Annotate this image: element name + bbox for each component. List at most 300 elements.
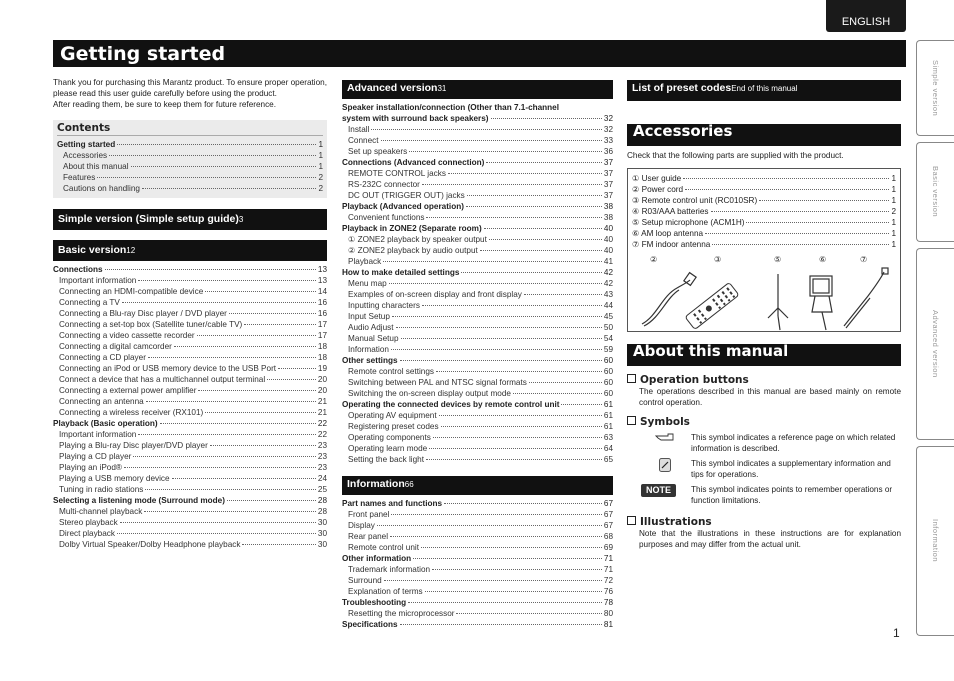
toc-entry-label: Connecting an iPod or USB memory device to the USB Port	[59, 364, 277, 373]
toc-entry-page: 61	[603, 422, 613, 431]
toc-entry-label: Connections (Advanced connection)	[342, 158, 485, 167]
toc-entry[interactable]	[342, 553, 613, 564]
toc-entry-label: Cautions on handling	[63, 184, 140, 193]
toc-entry-page: 40	[603, 235, 613, 244]
toc-entry-label: Speaker installation/connection (Other than 7.1-channel	[342, 103, 560, 112]
toc-entry-label: DC OUT (TRIGGER OUT) jacks	[348, 191, 465, 200]
toc-entry-label: Playback	[348, 257, 382, 266]
accessories-drawing	[632, 266, 896, 334]
toc-entry-label: Information	[348, 345, 389, 354]
toc-entry[interactable]	[53, 308, 327, 319]
toc-entry-label: Connecting a set-top box (Satellite tuner/cable TV)	[59, 320, 243, 329]
toc-entry-label: Explanation of terms	[348, 587, 423, 596]
toc-entry[interactable]	[342, 124, 613, 135]
side-tab-label: Advanced version	[931, 310, 940, 378]
toc-entry-page: 1	[318, 140, 323, 149]
toc-entry[interactable]	[53, 319, 327, 330]
accessory-name: ③ Remote control unit (RC010SR)	[632, 196, 758, 205]
toc-entry-label: Switching between PAL and NTSC signal formats	[348, 378, 527, 387]
toc-entry[interactable]	[342, 388, 613, 399]
toc-entry[interactable]	[53, 264, 327, 275]
toc-entry-page: 38	[603, 213, 613, 222]
basic-toc-list	[53, 264, 327, 550]
toc-entry-label: Playing a USB memory device	[59, 474, 170, 483]
toc-entry[interactable]	[53, 528, 327, 539]
side-tab-advanced[interactable]	[916, 248, 954, 440]
toc-entry-label: Playback in ZONE2 (Separate room)	[342, 224, 482, 233]
side-tab-label: Basic version	[931, 166, 940, 218]
toc-entry[interactable]	[342, 234, 613, 245]
toc-entry[interactable]	[342, 278, 613, 289]
toc-entry[interactable]	[342, 564, 613, 575]
toc-entry[interactable]	[53, 473, 327, 484]
toc-entry[interactable]	[53, 352, 327, 363]
page-title: Getting started	[53, 40, 906, 67]
toc-entry-label: Operating learn mode	[348, 444, 428, 453]
operation-buttons-heading: Operation buttons	[627, 374, 901, 386]
toc-entry-label: Playback (Basic operation)	[53, 419, 158, 428]
toc-entry-page: 60	[603, 356, 613, 365]
toc-entry[interactable]	[53, 374, 327, 385]
toc-entry[interactable]	[342, 421, 613, 432]
toc-entry-page: 36	[603, 147, 613, 156]
side-tab-label: Simple version	[931, 59, 940, 117]
toc-entry-page: 2	[318, 173, 323, 182]
toc-entry[interactable]	[53, 418, 327, 429]
toc-entry[interactable]	[342, 146, 613, 157]
toc-entry-label: Convenient functions	[348, 213, 425, 222]
intro-paragraph: After reading them, be sure to keep them for future reference.	[53, 100, 277, 109]
toc-entry-label: Manual Setup	[348, 334, 399, 343]
toc-entry-page: 22	[317, 430, 327, 439]
toc-entry-page: 71	[603, 565, 613, 574]
toc-entry-label: Menu map	[348, 279, 387, 288]
toc-entry[interactable]	[342, 410, 613, 421]
toc-entry-label: Connecting a video cassette recorder	[59, 331, 195, 340]
toc-entry-page: 81	[603, 620, 613, 629]
accessory-quantity: 2	[891, 207, 896, 216]
toc-entry-page: 24	[317, 474, 327, 483]
accessory-item	[632, 184, 896, 195]
toc-entry[interactable]	[53, 330, 327, 341]
toc-entry-page: 78	[603, 598, 613, 607]
toc-entry-page: 17	[317, 331, 327, 340]
toc-entry[interactable]	[342, 509, 613, 520]
toc-entry-page: 42	[603, 279, 613, 288]
preset-codes-bar[interactable]	[627, 80, 901, 101]
toc-entry[interactable]	[342, 168, 613, 179]
toc-entry[interactable]	[57, 172, 323, 183]
toc-entry-page: 37	[603, 191, 613, 200]
section-label: Advanced version	[347, 82, 438, 94]
toc-entry[interactable]	[342, 267, 613, 278]
toc-entry[interactable]	[342, 399, 613, 410]
toc-entry-label: Set up speakers	[348, 147, 408, 156]
contents-box	[53, 120, 327, 198]
toc-entry-label: Connecting a wireless receiver (RX101)	[59, 408, 204, 417]
toc-entry[interactable]	[342, 575, 613, 586]
toc-entry[interactable]	[342, 454, 613, 465]
symbol-row	[627, 432, 901, 454]
toc-entry[interactable]	[342, 245, 613, 256]
toc-entry-label: Display	[348, 521, 375, 530]
side-tab-basic[interactable]	[916, 142, 954, 242]
toc-entry-page: 60	[603, 378, 613, 387]
toc-entry-page: 30	[317, 529, 327, 538]
accessories-box	[627, 168, 901, 332]
illustrations-text: Note that the illustrations in these instructions are for explanation purposes and may differ from the actual unit.	[639, 529, 901, 549]
advanced-version-bar[interactable]	[342, 80, 613, 99]
toc-entry-label: Inputting characters	[348, 301, 420, 310]
toc-entry-page: 61	[603, 411, 613, 420]
toc-entry[interactable]	[53, 429, 327, 440]
toc-entry[interactable]	[342, 256, 613, 267]
toc-entry-page: 61	[603, 400, 613, 409]
toc-entry-page: 43	[603, 290, 613, 299]
illustration-label: ⑥	[819, 255, 827, 264]
toc-entry[interactable]	[53, 484, 327, 495]
toc-entry[interactable]	[342, 366, 613, 377]
toc-entry-page: 2	[318, 184, 323, 193]
toc-entry-page: 19	[317, 364, 327, 373]
section-label: List of preset codes	[632, 82, 732, 94]
page-number: 1	[893, 626, 900, 640]
toc-entry[interactable]	[57, 183, 323, 194]
toc-entry[interactable]	[342, 201, 613, 212]
accessory-name: ⑤ Setup microphone (ACM1H)	[632, 218, 745, 227]
toc-entry-label: Playing a CD player	[59, 452, 132, 461]
accessory-quantity: 1	[891, 174, 896, 183]
toc-entry-page: 45	[603, 312, 613, 321]
toc-entry-page: 64	[603, 444, 613, 453]
toc-entry[interactable]	[342, 520, 613, 531]
toc-entry-label: Setting the back light	[348, 455, 425, 464]
toc-entry-page: 1	[318, 151, 323, 160]
toc-entry-label: Selecting a listening mode (Surround mode)	[53, 496, 225, 505]
toc-entry-page: 76	[603, 587, 613, 596]
accessory-item	[632, 239, 896, 250]
toc-entry-label: Registering preset codes	[348, 422, 439, 431]
toc-entry-label: How to make detailed settings	[342, 268, 460, 277]
side-tab-information[interactable]	[916, 446, 954, 636]
toc-entry[interactable]	[342, 157, 613, 168]
toc-entry-label: Input Setup	[348, 312, 390, 321]
toc-entry-label: Connecting an HDMI-compatible device	[59, 287, 204, 296]
toc-entry-label: ② ZONE2 playback by audio output	[348, 246, 478, 255]
toc-entry-page: 28	[317, 496, 327, 505]
toc-entry-label: Install	[348, 125, 370, 134]
toc-entry[interactable]	[342, 289, 613, 300]
side-tab-label: Information	[931, 519, 940, 563]
information-bar[interactable]	[342, 476, 613, 495]
toc-entry-page: 67	[603, 499, 613, 508]
toc-entry-label: Remote control settings	[348, 367, 435, 376]
information-toc-list	[342, 498, 613, 630]
symbol-row	[627, 484, 901, 506]
section-page: 66	[404, 480, 414, 489]
basic-version-bar[interactable]	[53, 240, 327, 261]
toc-entry-page: 32	[603, 125, 613, 134]
symbol-description: This symbol indicates a supplementary information and tips for operations.	[691, 459, 891, 479]
toc-entry-page: 37	[603, 180, 613, 189]
toc-entry-label: Playback (Advanced operation)	[342, 202, 464, 211]
accessory-item	[632, 206, 896, 217]
accessory-quantity: 1	[891, 229, 896, 238]
toc-entry-page: 23	[317, 452, 327, 461]
toc-entry-label: Operating AV equipment	[348, 411, 437, 420]
toc-entry-label: Operating the connected devices by remote control unit	[342, 400, 560, 409]
accessory-name: ① User guide	[632, 174, 682, 183]
toc-entry[interactable]	[342, 322, 613, 333]
toc-entry-page: 21	[317, 397, 327, 406]
toc-entry-page: 13	[317, 276, 327, 285]
pencil-icon	[639, 458, 691, 472]
toc-entry-label: Dolby Virtual Speaker/Dolby Headphone playback	[59, 540, 241, 549]
toc-entry-page: 22	[317, 419, 327, 428]
toc-entry-label: Playing a Blu-ray Disc player/DVD player	[59, 441, 208, 450]
toc-entry-page: 42	[603, 268, 613, 277]
section-label: Basic version	[58, 244, 127, 256]
toc-entry-page: 60	[603, 367, 613, 376]
language-tab[interactable]: ENGLISH	[826, 0, 906, 32]
accessory-name: ② Power cord	[632, 185, 684, 194]
toc-entry-page: 18	[317, 353, 327, 362]
section-page: End of this manual	[731, 84, 798, 93]
toc-entry[interactable]	[342, 597, 613, 608]
toc-entry-label: Connections	[53, 265, 103, 274]
toc-entry-page: 38	[603, 202, 613, 211]
fm-antenna-icon	[844, 268, 888, 328]
illustration-label: ⑦	[860, 255, 868, 264]
illustration-label: ⑤	[774, 255, 782, 264]
toc-entry[interactable]	[53, 385, 327, 396]
toc-entry[interactable]	[53, 462, 327, 473]
toc-entry[interactable]	[57, 150, 323, 161]
accessory-item	[632, 195, 896, 206]
accessory-name: ④ R03/AAA batteries	[632, 207, 709, 216]
toc-entry[interactable]	[53, 495, 327, 506]
toc-entry-label: Switching the on-screen display output mode	[348, 389, 511, 398]
toc-entry-page: 30	[317, 540, 327, 549]
toc-entry[interactable]	[53, 440, 327, 451]
toc-entry[interactable]	[53, 396, 327, 407]
accessory-item	[632, 173, 896, 184]
toc-entry[interactable]	[53, 506, 327, 517]
toc-entry-label: Connecting an antenna	[59, 397, 144, 406]
toc-entry-page: 23	[317, 463, 327, 472]
toc-entry-label: Other information	[342, 554, 412, 563]
toc-entry-label: Stereo playback	[59, 518, 118, 527]
toc-entry-label: Important information	[59, 276, 137, 285]
toc-entry[interactable]	[342, 300, 613, 311]
toc-entry-page: 40	[603, 246, 613, 255]
toc-entry[interactable]	[57, 139, 323, 150]
toc-entry-label: Important information	[59, 430, 137, 439]
toc-entry[interactable]	[342, 619, 613, 630]
toc-entry-label: Front panel	[348, 510, 390, 519]
toc-entry-label: Other settings	[342, 356, 398, 365]
accessory-item	[632, 217, 896, 228]
section-page: 31	[437, 84, 447, 93]
toc-entry-label: Tuning in radio stations	[59, 485, 144, 494]
toc-entry[interactable]	[342, 586, 613, 597]
toc-entry[interactable]	[342, 377, 613, 388]
toc-entry[interactable]	[342, 223, 613, 234]
toc-entry[interactable]	[342, 498, 613, 509]
accessory-item	[632, 228, 896, 239]
toc-entry[interactable]	[342, 311, 613, 322]
about-manual-heading: About this manual	[627, 344, 901, 366]
toc-entry-label: RS-232C connector	[348, 180, 420, 189]
toc-entry-page: 28	[317, 507, 327, 516]
am-loop-antenna-icon	[810, 276, 832, 330]
toc-entry-label: Specifications	[342, 620, 398, 629]
toc-entry-label: Connect	[348, 136, 379, 145]
illustration-label: ③	[714, 255, 722, 264]
illustration-label: ②	[650, 255, 658, 264]
toc-entry[interactable]	[53, 363, 327, 374]
toc-entry-page: 33	[603, 136, 613, 145]
toc-entry-label: Connecting a external power amplifier	[59, 386, 197, 395]
toc-entry[interactable]	[53, 275, 327, 286]
toc-entry[interactable]	[53, 286, 327, 297]
toc-entry[interactable]	[57, 161, 323, 172]
toc-entry-page: 69	[603, 543, 613, 552]
toc-entry-label: Troubleshooting	[342, 598, 407, 607]
toc-entry-page: 23	[317, 441, 327, 450]
toc-entry-label: Part names and functions	[342, 499, 443, 508]
toc-entry[interactable]	[342, 190, 613, 201]
toc-entry-page: 67	[603, 510, 613, 519]
toc-entry-page: 50	[603, 323, 613, 332]
toc-entry-label: Features	[63, 173, 96, 182]
toc-entry-label: Playing an iPod®	[59, 463, 122, 472]
toc-entry[interactable]	[342, 432, 613, 443]
section-page: 12	[126, 246, 136, 255]
toc-entry[interactable]	[342, 333, 613, 344]
accessory-quantity: 1	[891, 185, 896, 194]
toc-entry-page: 60	[603, 389, 613, 398]
toc-entry-label: system with surround back speakers)	[342, 114, 489, 123]
simple-version-bar[interactable]	[53, 209, 327, 230]
toc-entry-page: 21	[317, 408, 327, 417]
toc-entry-page: 54	[603, 334, 613, 343]
section-page: 3	[238, 215, 244, 224]
toc-entry-page: 20	[317, 386, 327, 395]
accessories-heading: Accessories	[627, 124, 901, 146]
toc-entry-page: 37	[603, 158, 613, 167]
toc-entry-label: About this manual	[63, 162, 129, 171]
toc-entry-page: 80	[603, 609, 613, 618]
toc-entry-page: 20	[317, 375, 327, 384]
advanced-toc-list	[342, 102, 613, 465]
toc-entry-label: REMOTE CONTROL jacks	[348, 169, 446, 178]
toc-entry-label: Examples of on-screen display and front display	[348, 290, 522, 299]
operation-buttons-text: The operations described in this manual are based mainly on remote control operation.	[639, 387, 901, 407]
toc-entry-label: ① ZONE2 playback by speaker output	[348, 235, 487, 244]
toc-entry-label: Connecting a Blu-ray Disc player / DVD player	[59, 309, 227, 318]
toc-entry[interactable]	[342, 355, 613, 366]
symbol-description: This symbol indicates a reference page on which related information is described.	[691, 433, 896, 453]
toc-entry[interactable]	[342, 531, 613, 542]
accessory-name: ⑦ FM indoor antenna	[632, 240, 711, 249]
toc-entry-page: 16	[317, 309, 327, 318]
toc-entry-label: Direct playback	[59, 529, 115, 538]
toc-entry-page: 16	[317, 298, 327, 307]
toc-entry[interactable]	[53, 407, 327, 418]
toc-entry-label: Audio Adjust	[348, 323, 394, 332]
toc-entry-label: Operating components	[348, 433, 431, 442]
toc-entry-label: Accessories	[63, 151, 108, 160]
section-label: Information	[347, 478, 405, 490]
accessory-name: ⑥ AM loop antenna	[632, 229, 704, 238]
side-tab-simple[interactable]	[916, 40, 954, 136]
toc-entry-label: Connecting a TV	[59, 298, 120, 307]
toc-entry-page: 67	[603, 521, 613, 530]
symbols-heading: Symbols	[627, 416, 901, 428]
toc-entry-page: 30	[317, 518, 327, 527]
toc-entry-label: Connect a device that has a multichannel output terminal	[59, 375, 266, 384]
toc-entry[interactable]	[342, 542, 613, 553]
toc-entry-page: 32	[603, 114, 613, 123]
toc-entry[interactable]	[342, 113, 613, 124]
toc-entry-page: 13	[317, 265, 327, 274]
toc-entry-label: Rear panel	[348, 532, 389, 541]
toc-entry[interactable]	[342, 344, 613, 355]
intro-paragraph: Thank you for purchasing this Marantz product. To ensure proper operation, please read this user guide carefully before using the product.	[53, 78, 327, 98]
toc-entry[interactable]	[342, 179, 613, 190]
accessory-quantity: 1	[891, 240, 896, 249]
toc-entry-page: 72	[603, 576, 613, 585]
remote-control-icon	[685, 282, 739, 329]
toc-entry-label: Remote control unit	[348, 543, 419, 552]
toc-entry-label: Trademark information	[348, 565, 431, 574]
pointing-hand-icon	[639, 432, 691, 442]
toc-entry-page: 18	[317, 342, 327, 351]
accessory-quantity: 1	[891, 196, 896, 205]
toc-entry[interactable]	[342, 212, 613, 223]
toc-entry[interactable]	[342, 443, 613, 454]
accessory-quantity: 1	[891, 218, 896, 227]
toc-entry[interactable]	[342, 135, 613, 146]
toc-entry[interactable]	[53, 539, 327, 550]
toc-entry-page: 17	[317, 320, 327, 329]
toc-entry-page: 65	[603, 455, 613, 464]
toc-entry[interactable]	[53, 341, 327, 352]
illustrations-heading: Illustrations	[627, 516, 901, 528]
toc-entry-label: Connecting a digital camcorder	[59, 342, 172, 351]
toc-entry-label: Multi-channel playback	[59, 507, 143, 516]
toc-entry-label: Connecting a CD player	[59, 353, 146, 362]
toc-entry[interactable]	[53, 451, 327, 462]
toc-entry-label: Resetting the microprocessor	[348, 609, 455, 618]
section-label: Simple version (Simple setup guide)	[58, 213, 239, 225]
toc-entry-page: 37	[603, 169, 613, 178]
toc-entry-page: 25	[317, 485, 327, 494]
contents-list	[57, 139, 323, 194]
toc-entry[interactable]	[53, 297, 327, 308]
toc-entry-page: 71	[603, 554, 613, 563]
accessories-intro: Check that the following parts are supplied with the product.	[627, 151, 844, 160]
toc-entry[interactable]	[342, 608, 613, 619]
symbol-row	[627, 458, 901, 480]
toc-entry[interactable]	[342, 102, 613, 113]
contents-heading: Contents	[57, 123, 323, 136]
toc-entry-page: 59	[603, 345, 613, 354]
toc-entry[interactable]	[53, 517, 327, 528]
toc-entry-page: 44	[603, 301, 613, 310]
accessories-illustration	[632, 254, 896, 332]
